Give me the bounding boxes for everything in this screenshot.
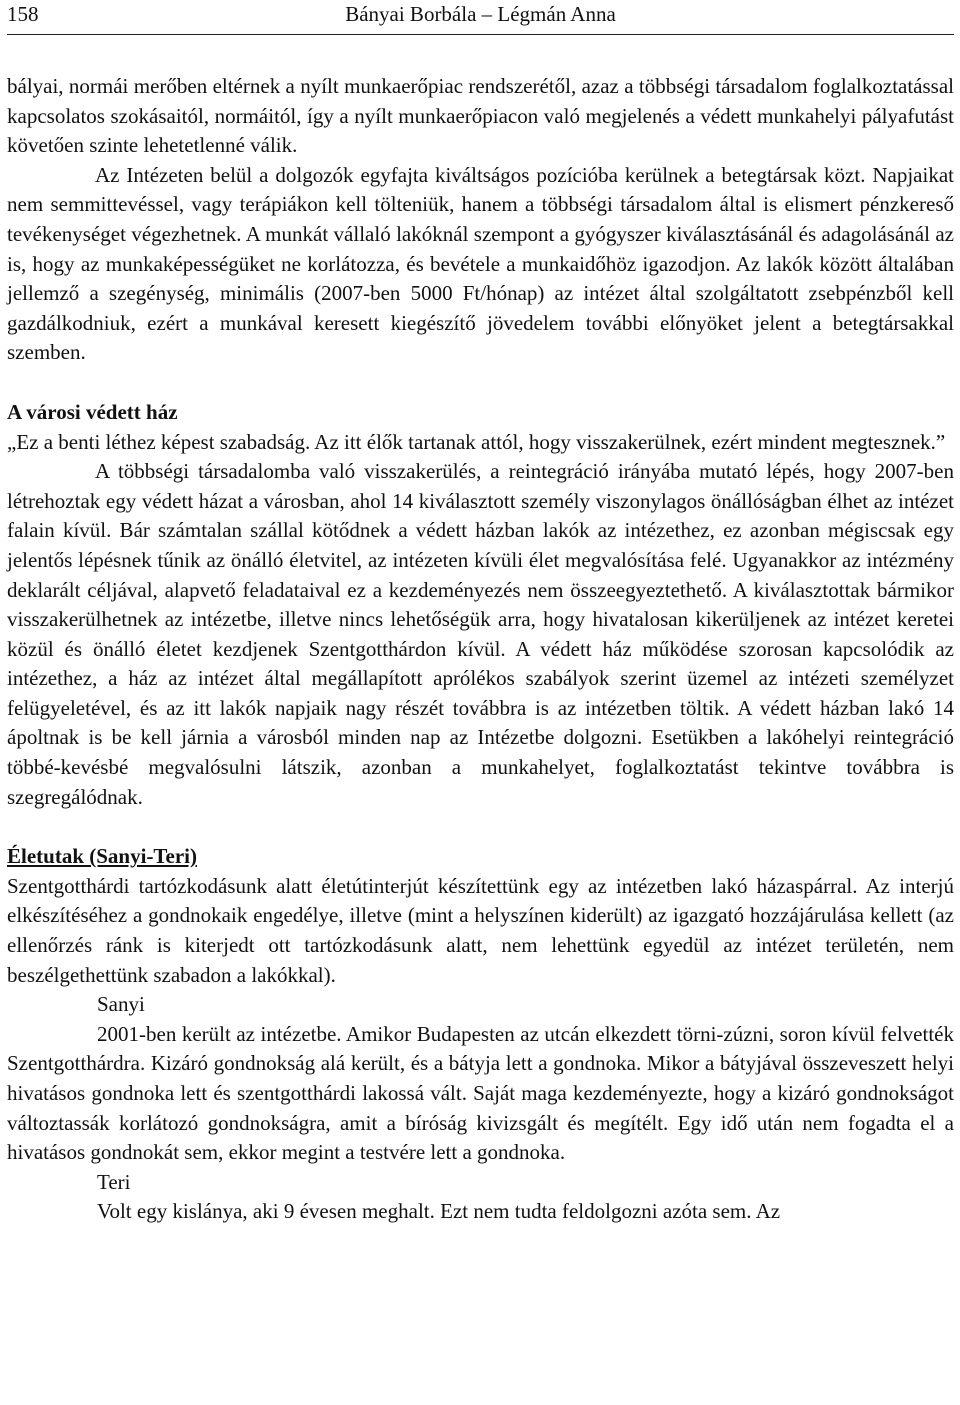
paragraph: Az Intézeten belül a dolgozók egyfajta kiváltságos pozícióba kerülnek a betegtársak közt. Napjaikat nem semmittevéssel, vagy terápiákon kell tölteniük, hanem a többségi társadalom által is elismert pénzkereső tevékenységet végezhetnek. A munkát vállaló lakóknál szempont a gyógyszer kiválasztásánál és adagolásánál az is, hogy az munkaképességüket ne korlátozza, és bevétele a munkaidőhöz igazodjon. Az lakók között általában jellemző a szegénység, minimális (2007-ben 5000 Ft/hónap) az intézet által szolgáltatott zsebpénzből kell gazdálkodniuk, ezért a munkával keresett kiegészítő jövedelem további előnyöket jelent a betegtársakkal szemben. — [7, 162, 954, 365]
paragraph: Volt egy kislánya, aki 9 évesen meghalt. Ezt nem tudta feldolgozni azóta sem. Az — [97, 1199, 781, 1224]
paragraph: A többségi társadalomba való visszakerülés, a reintegráció irányába mutató lépés, hogy 2007-ben létrehoztak egy védett házat a városban, ahol 14 kiválasztott személy viszonylagos önállóságban élhet az intézet falain kívül. Bár számtalan szállal kötődnek a védett házban lakók az intézethez, ez azonban mégiscsak egy jelentős lépésnek tűnik az önálló életvitel, az intézeten kívüli élet megvalósítása felé. Ugyanakkor az intézmény deklarált céljával, alapvető feladataival ez a kezdeményezés nem összeegyeztethető. A kiválasztottak bármikor visszakerülhetnek az intézetbe, illetve nincs lehetőségük arra, hogy hivatalosan kikerüljenek az intézet keretei közül és önálló életet kezdjenek Szentgotthárdon kívül. A védett ház működése szorosan kapcsolódik az intézethez, a ház az intézet által megállapított aprólékos szabályok szerint üzemel az intézeti személyzet felügyeletével, és az itt lakók napjaik nagy részét továbbra is az intézetben töltik. A védett házban lakó 14 ápoltnak is be kell járnia a városból minden nap az Intézetbe dolgozni. Esetükben a lakóhelyi reintegráció többé-kevésbé megvalósulni látszik, azonban a munkahelyet, foglalkoztatást tekintve továbbra is szegregálódnak. — [7, 459, 954, 809]
page-number: 158 — [7, 2, 39, 26]
person-name: Teri — [97, 1169, 131, 1194]
section-heading: A városi védett ház — [7, 399, 178, 424]
document-body — [7, 72, 954, 1227]
paragraph: 2001-ben került az intézetbe. Amikor Budapesten az utcán elkezdett törni-zúzni, soron kívül felvették Szentgotthárdra. Kizáró gondnokság alá került, és a bátyja lett a gondnoka. Mikor a bátyjával összeveszett helyi hivatásos gondnoka lett és szentgotthárdi lakossá vált. Saját maga kezdeményezte, hogy a kizáró gondnokságot változtassák korlátozó gondnokságra, amit a bíróság kivizsgált és megítélt. Egy idő után nem fogadta el a hivatásos gondnokát sem, ekkor megint a testvére lett a gondnoka. — [7, 1021, 954, 1165]
paragraph: Szentgotthárdi tartózkodásunk alatt életútinterjút készítettünk egy az intézetben lakó házaspárral. Az interjú elkészítéséhez a gondnokaik engedélye, illetve (mint a helyszínen kiderült) az igazgató hozzájárulása kellett (az ellenőrzés ránk is kiterjedt ott tartózkodásunk alatt, nem lehettünk egyedül az intézet területén, nem beszélgethettünk szabadon a lakókkal). — [7, 873, 954, 987]
quote: „Ez a benti léthez képest szabadság. Az itt élők tartanak attól, hogy visszakerülnek, ezért mindent megtesznek.” — [7, 429, 946, 454]
section-heading: Életutak (Sanyi-Teri) — [7, 844, 197, 869]
running-title: Bányai Borbála – Légmán Anna — [345, 2, 616, 26]
person-name: Sanyi — [97, 992, 145, 1017]
page-header — [7, 0, 954, 35]
paragraph: bályai, normái merőben eltérnek a nyílt munkaerőpiac rendszerétől, azaz a többségi társadalom foglalkoztatással kapcsolatos szokásaitól, normáitól, így a nyílt munkaerőpiacon való megjelenés a védett munkahelyi pályafutást követően szinte lehetetlenné válik. — [7, 74, 954, 158]
